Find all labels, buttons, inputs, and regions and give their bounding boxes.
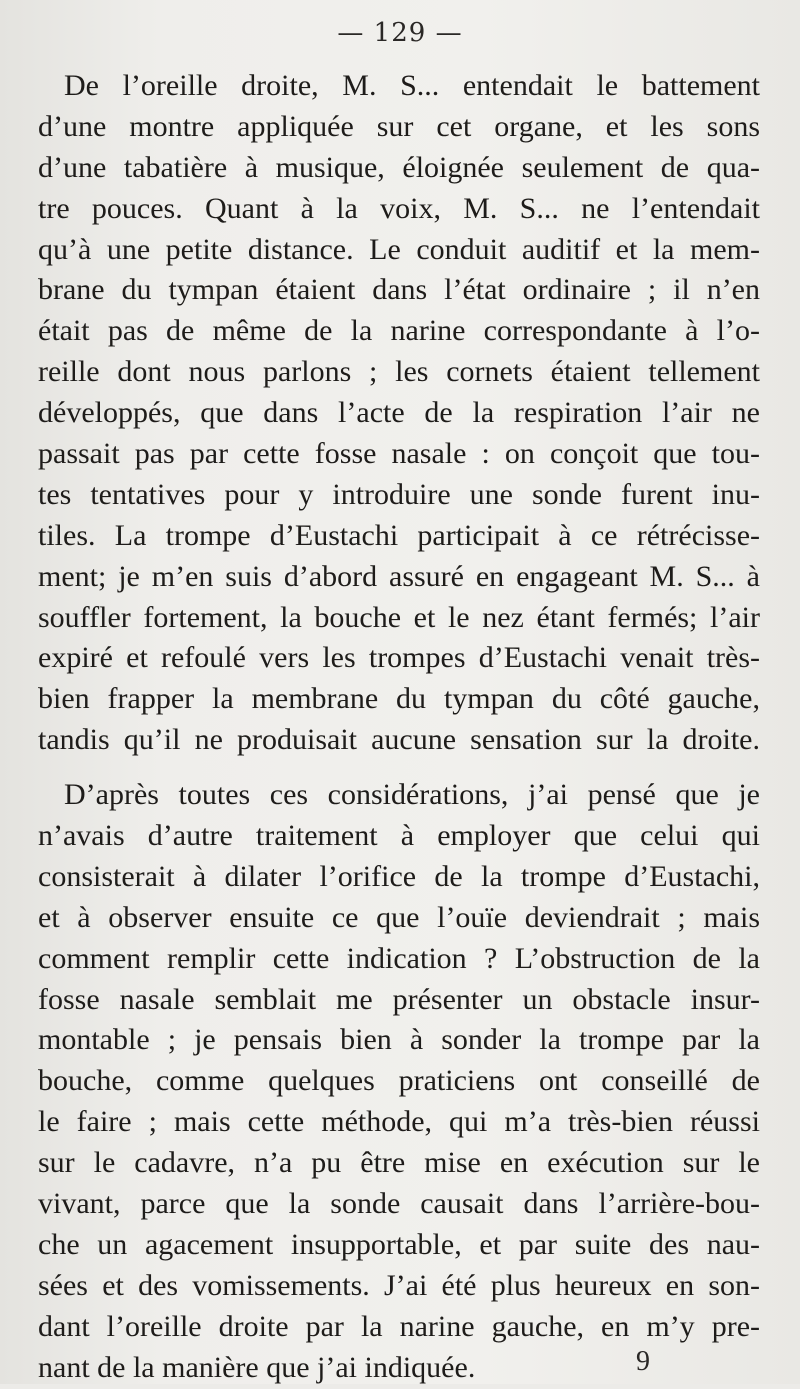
text-line: reille dont nous parlons ; les cornets étaient tellement — [38, 355, 760, 389]
text-line: tandis qu’il ne produisait aucune sensation sur la droite. — [38, 723, 760, 757]
text-line: brane du tympan étaient dans l’état ordinaire ; il n’en — [38, 273, 760, 307]
text-line: n’avais d’autre traitement à employer que celui qui — [38, 819, 760, 853]
text-line: vivant, parce que la sonde causait dans l’arrière-bou- — [38, 1187, 760, 1221]
text-line: souffler fortement, la bouche et le nez étant fermés; l’air — [38, 600, 760, 634]
text-line: De l’oreille droite, M. S... entendait le battement — [64, 69, 760, 102]
text-line: sur le cadavre, n’a pu être mise en exécution sur le — [38, 1146, 760, 1180]
text-line: che un agacement insupportable, et par suite des nau- — [38, 1227, 760, 1261]
signature-mark: 9 — [636, 1346, 650, 1377]
text-line: expiré et refoulé vers les trompes d’Eustachi venait très- — [38, 641, 760, 675]
text-line: était pas de même de la narine correspondante à l’o- — [38, 314, 760, 348]
text-line: D’après toutes ces considérations, j’ai pensé que je — [64, 778, 760, 812]
text-line: tre pouces. Quant à la voix, M. S... ne l’entendait — [38, 191, 760, 225]
paragraph-gap — [38, 761, 760, 775]
text-line: comment remplir cette indication ? L’obstruction de la — [38, 941, 760, 975]
text-line: qu’à une petite distance. Le conduit auditif et la mem- — [38, 232, 760, 266]
paragraph-2 — [38, 775, 760, 1388]
body-text — [38, 66, 760, 1389]
text-line: bien frapper la membrane du tympan du côté gauche, — [38, 682, 760, 716]
text-line: et à observer ensuite ce que l’ouïe deviendrait ; mais — [38, 900, 760, 934]
text-line: consisterait à dilater l’orifice de la trompe d’Eustachi, — [38, 859, 760, 893]
text-line: le faire ; mais cette méthode, qui m’a très-bien réussi — [38, 1105, 760, 1139]
text-line: montable ; je pensais bien à sonder la trompe par la — [38, 1023, 760, 1057]
text-line: d’une tabatière à musique, éloignée seulement de qua- — [38, 150, 760, 184]
text-line: tiles. La trompe d’Eustachi participait à ce rétrécisse- — [38, 518, 760, 552]
text-line: nant de la manière que j’ai indiquée. — [38, 1350, 476, 1384]
text-line: passait pas par cette fosse nasale : on conçoit que tou- — [38, 437, 760, 471]
paragraph-1 — [38, 66, 760, 761]
text-line: dant l’oreille droite par la narine gauche, en m’y pre- — [38, 1309, 760, 1343]
text-line: d’une montre appliquée sur cet organe, et les sons — [38, 109, 760, 143]
text-line: ment; je m’en suis d’abord assuré en engageant M. S... à — [38, 559, 760, 593]
text-line: développés, que dans l’acte de la respiration l’air ne — [38, 396, 760, 430]
text-line: sées et des vomissements. J’ai été plus heureux en son- — [38, 1268, 760, 1302]
text-line: tes tentatives pour y introduire une sonde furent inu- — [38, 477, 760, 511]
text-line: bouche, comme quelques praticiens ont conseillé de — [38, 1064, 760, 1098]
text-line: fosse nasale semblait me présenter un obstacle insur- — [38, 982, 760, 1016]
page-number-header: — 129 — — [337, 18, 463, 48]
